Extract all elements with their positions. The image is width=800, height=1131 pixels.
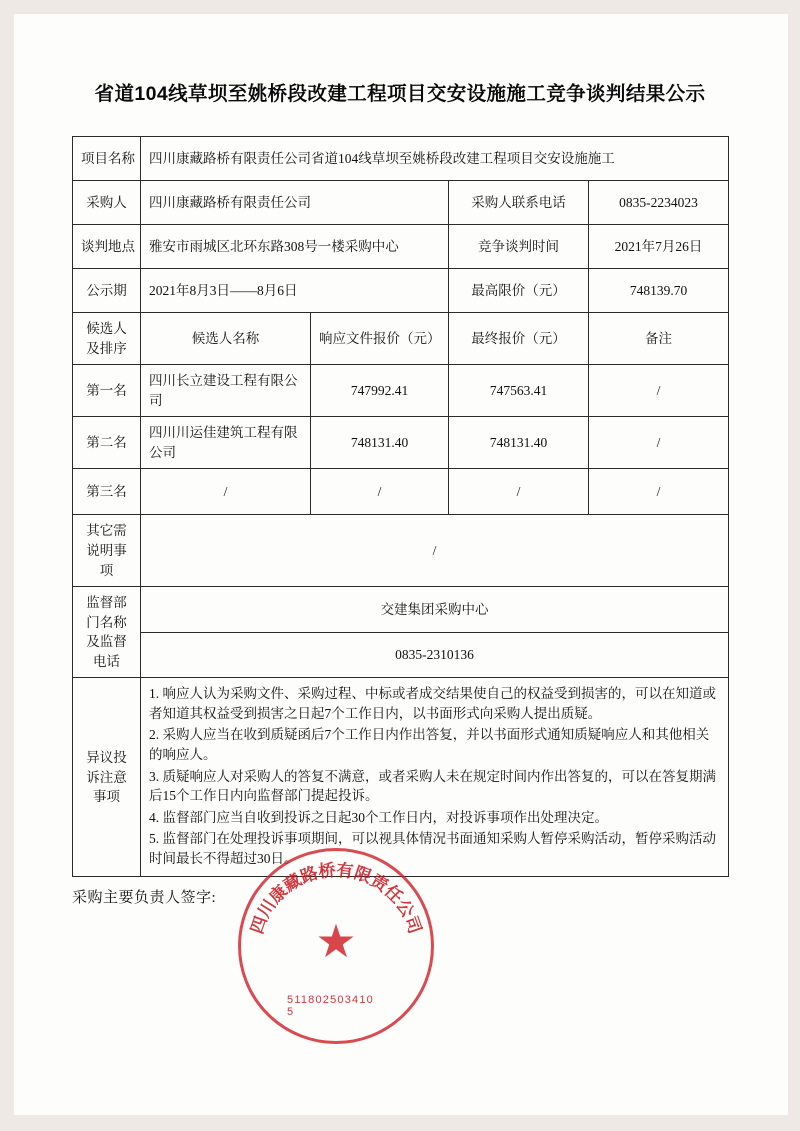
objection-body [141, 678, 729, 877]
candidate-rank-2: 第二名 [73, 417, 141, 469]
negotiation-place-label: 谈判地点 [73, 225, 141, 269]
candidate-name-1: 四川长立建设工程有限公司 [141, 365, 311, 417]
project-name-value: 四川康藏路桥有限责任公司省道104线草坝至姚桥段改建工程项目交安设施施工 [141, 137, 729, 181]
candidate-col-response-price: 响应文件报价（元） [311, 313, 449, 365]
official-seal [238, 848, 434, 1044]
candidate-response-price-3: / [311, 469, 449, 515]
candidate-col-final-price: 最终报价（元） [449, 313, 589, 365]
announcement-table [72, 136, 729, 877]
table-row-other [73, 515, 729, 587]
table-row-candidate-header [73, 313, 729, 365]
max-price-value: 748139.70 [589, 269, 729, 313]
supervisor-phone-value: 0835-2310136 [141, 632, 729, 678]
scan-edge-top [0, 0, 800, 14]
candidate-remark-1: / [589, 365, 729, 417]
objection-item-2: 2. 采购人应当在收到质疑函后7个工作日内作出答复，并以书面形式通知质疑响应人和其他相关的响应人。 [149, 727, 710, 762]
other-label: 其它需说明事项 [73, 515, 141, 587]
public-period-label: 公示期 [73, 269, 141, 313]
table-row-supervisor-name [73, 587, 729, 633]
supervisor-label: 监督部门名称及监督电话 [73, 587, 141, 678]
table-row [73, 469, 729, 515]
candidate-response-price-2: 748131.40 [311, 417, 449, 469]
objection-item-5: 5. 监督部门在处理投诉事项期间，可以视具体情况书面通知采购人暂停采购活动，暂停采购活动时间最长不得超过30日。 [149, 831, 716, 866]
table-row [73, 417, 729, 469]
objection-item-1: 1. 响应人认为采购文件、采购过程、中标或者成交结果使自己的权益受到损害的，可以在知道或者知道其权益受到损害之日起7个工作日内，以书面形式向采购人提出质疑。 [149, 686, 716, 721]
other-value: / [141, 515, 729, 587]
candidate-name-2: 四川川运佳建筑工程有限公司 [141, 417, 311, 469]
purchaser-phone-value: 0835-2234023 [589, 181, 729, 225]
page-title: 省道104线草坝至姚桥段改建工程项目交安设施施工竞争谈判结果公示 [94, 83, 706, 105]
table-row-supervisor-phone [73, 632, 729, 678]
negotiation-time-value: 2021年7月26日 [589, 225, 729, 269]
table-row-objection [73, 678, 729, 877]
star-icon: ★ [315, 916, 357, 968]
candidate-name-3: / [141, 469, 311, 515]
seal-arc-text [238, 848, 434, 1044]
supervisor-name-value: 交建集团采购中心 [141, 587, 729, 633]
signature-line: 采购主要负责人签字: [72, 890, 217, 906]
purchaser-value: 四川康藏路桥有限责任公司 [141, 181, 449, 225]
scan-edge-left [0, 0, 14, 1131]
objection-item-3: 3. 质疑响应人对采购人的答复不满意，或者采购人未在规定时间内作出答复的，可以在答复期满后15个工作日内向监督部门提起投诉。 [149, 768, 716, 804]
table-row-public-period [73, 269, 729, 313]
objection-label: 异议投诉注意事项 [73, 678, 141, 877]
candidate-remark-2: / [589, 417, 729, 469]
purchaser-phone-label: 采购人联系电话 [449, 181, 589, 225]
negotiation-place-value: 雅安市雨城区北环东路308号一楼采购中心 [141, 225, 449, 269]
candidate-rank-3: 第三名 [73, 469, 141, 515]
scan-edge-bottom [0, 1115, 800, 1131]
candidate-header-label-text: 候选人及排序 [86, 321, 127, 356]
negotiation-time-label: 竞争谈判时间 [449, 225, 589, 269]
candidate-col-name: 候选人名称 [141, 313, 311, 365]
seal-code: 511802503410 5 [287, 994, 374, 1018]
candidate-header-label [73, 313, 141, 365]
candidate-final-price-1: 747563.41 [449, 365, 589, 417]
public-period-value: 2021年8月3日——8月6日 [141, 269, 449, 313]
candidate-final-price-2: 748131.40 [449, 417, 589, 469]
candidate-remark-3: / [589, 469, 729, 515]
project-name-label: 项目名称 [73, 137, 141, 181]
seal-ring [238, 848, 434, 1044]
table-row [73, 365, 729, 417]
candidate-final-price-3: / [449, 469, 589, 515]
table-row-negotiation-place [73, 225, 729, 269]
table-row-purchaser [73, 181, 729, 225]
purchaser-label: 采购人 [73, 181, 141, 225]
candidate-rank-1: 第一名 [73, 365, 141, 417]
objection-item-4: 4. 监督部门应当自收到投诉之日起30个工作日内，对投诉事项作出处理决定。 [149, 809, 608, 825]
seal-org-text: 四川康藏路桥有限责任公司 [247, 860, 425, 937]
candidate-response-price-1: 747992.41 [311, 365, 449, 417]
candidate-col-remark: 备注 [589, 313, 729, 365]
max-price-label: 最高限价（元） [449, 269, 589, 313]
scan-edge-right [788, 0, 800, 1131]
table-row-project-name [73, 137, 729, 181]
